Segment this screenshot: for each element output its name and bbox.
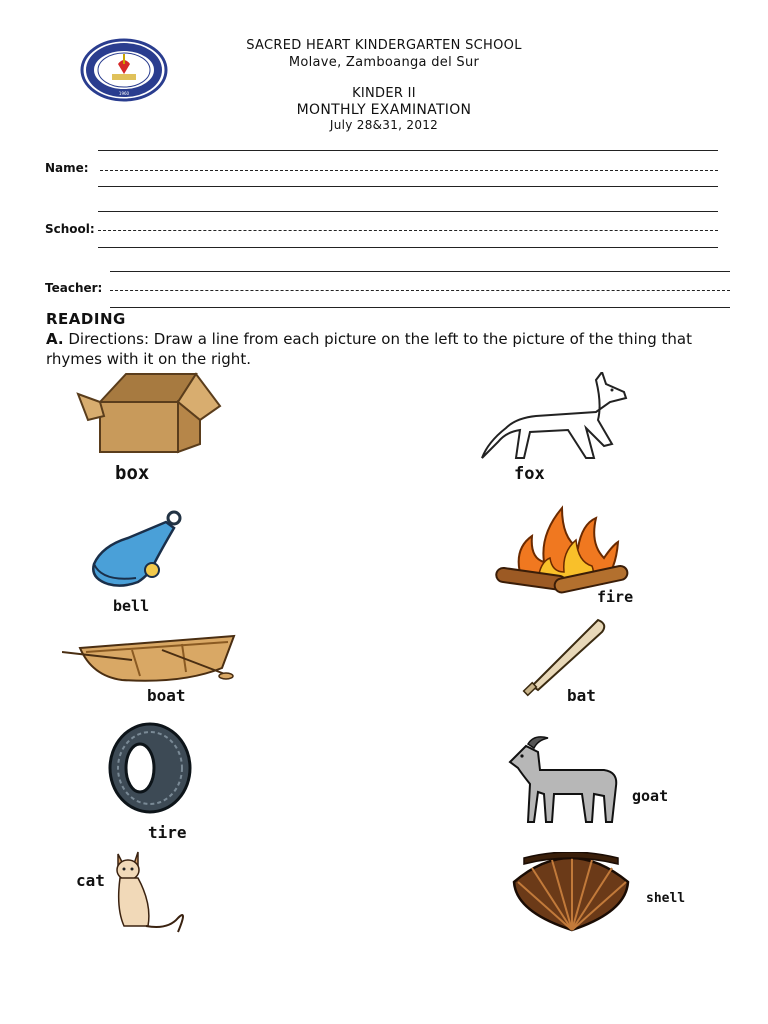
name-field[interactable] — [100, 170, 718, 171]
rule-line — [98, 211, 718, 212]
exam-date: July 28&31, 2012 — [329, 118, 439, 132]
teacher-field[interactable] — [110, 290, 730, 291]
rule-line — [110, 307, 730, 308]
word-tire: tire — [148, 823, 187, 842]
word-bell: bell — [113, 597, 150, 615]
rule-line — [98, 247, 718, 248]
school-location: Molave, Zamboanga del Sur — [288, 55, 480, 70]
svg-text:1960: 1960 — [118, 91, 130, 96]
grade-level: KINDER II — [352, 86, 416, 101]
word-fire: fire — [597, 588, 634, 606]
word-bat: bat — [567, 686, 596, 705]
tire-picture[interactable] — [104, 722, 196, 814]
section-title: READING — [46, 310, 126, 328]
word-fox: fox — [514, 464, 545, 484]
directions — [46, 329, 726, 369]
directions-text: Directions: Draw a line from each picture on the left to the picture of the thing that rhymes with it on the right. — [46, 330, 692, 368]
fox-picture[interactable] — [476, 372, 646, 462]
word-cat: cat — [76, 871, 105, 890]
boat-picture[interactable] — [62, 630, 238, 688]
word-goat: goat — [632, 787, 669, 805]
school-name: SACRED HEART KINDERGARTEN SCHOOL — [246, 38, 522, 53]
fire-picture[interactable] — [492, 500, 632, 600]
exam-title: MONTHLY EXAMINATION — [296, 102, 472, 118]
box-picture[interactable] — [74, 372, 224, 456]
shell-picture[interactable] — [506, 852, 636, 932]
section-letter: A. — [46, 330, 64, 348]
word-boat: boat — [147, 686, 186, 705]
rule-line — [98, 150, 718, 151]
name-label: Name: — [45, 161, 89, 175]
word-shell: shell — [646, 891, 686, 906]
word-box: box — [115, 462, 150, 484]
bell-picture[interactable] — [88, 508, 192, 592]
school-label: School: — [45, 222, 95, 236]
rule-line — [110, 271, 730, 272]
cat-picture[interactable] — [108, 848, 192, 934]
teacher-label: Teacher: — [45, 281, 103, 295]
rule-line — [98, 186, 718, 187]
school-field[interactable] — [98, 230, 718, 231]
goat-picture[interactable] — [504, 734, 624, 826]
